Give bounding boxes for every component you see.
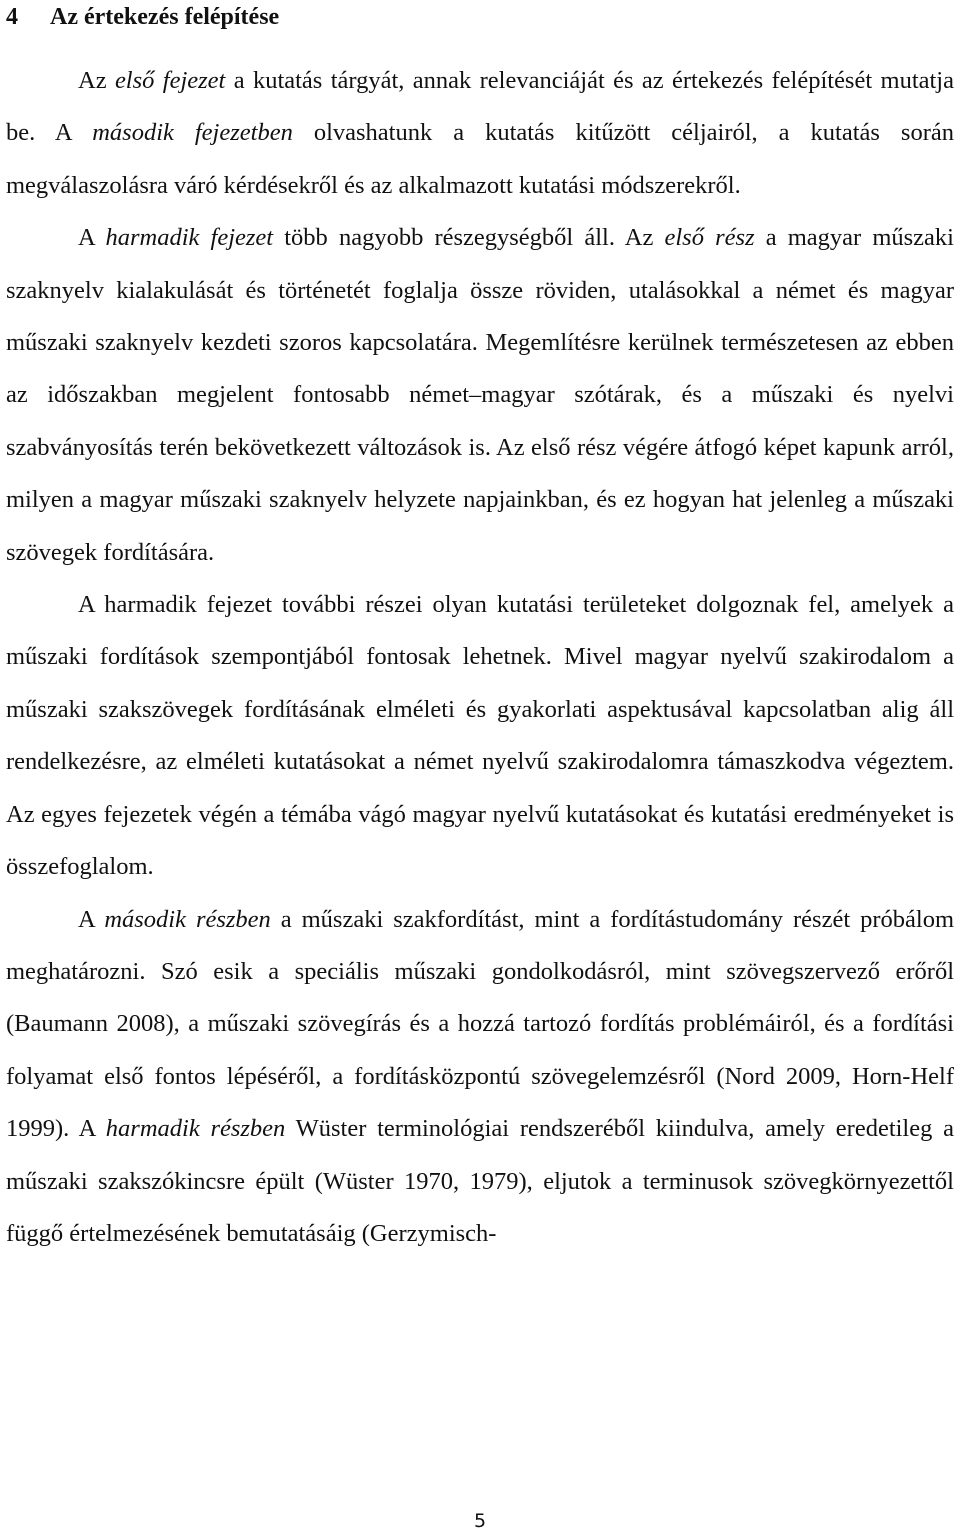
emphasized-text: második részben	[104, 905, 271, 933]
text-run: A	[78, 905, 105, 933]
text-run: Az	[78, 67, 115, 94]
emphasized-text: első fejezet	[114, 67, 226, 94]
text-run: Wüster terminológiai rendszeréből kiindulva, amely eredetileg a műszaki szakszókincsre épült (Wüster 1970, 1979), eljutok a terminusok szövegkörnyezettől függő értelmezésének bemutatásáig (Gerzymisch-	[6, 1115, 954, 1247]
text-run: több nagyobb részegységből áll. Az	[273, 224, 665, 252]
section-title: Az értekezés felépítése	[50, 4, 280, 30]
text-run: olvashatunk a kutatás kitűzött céljairól, a kutatás során megválaszolásra váró kérdésekről és az alkalmazott kutatási módszerekről.	[6, 119, 954, 199]
text-run: a magyar műszaki szaknyelv kialakulását és történetét foglalja össze röviden, utalásokkal a német és magyar műszaki szaknyelv kezdeti szoros kapcsolatára. Megemlítésre kerülnek természetesen az ebben az időszakban megjelent fontosabb német–magyar szótárak, és a műszaki és nyelvi szabványosítás terén bekövetkezett változások is. Az első rész végére átfogó képet kapunk arról, milyen a magyar műszaki szaknyelv helyzete napjainkban, és ez hogyan hat jelenleg a műszaki szövegek fordítására.	[6, 224, 954, 566]
paragraph-4	[6, 894, 954, 1261]
emphasized-text: harmadik részben	[105, 1115, 286, 1143]
paragraph-2	[6, 212, 954, 579]
text-run: a kutatás tárgyát, annak relevanciáját és az értekezés felépítését mutatja be. A	[6, 67, 954, 147]
text-run: A harmadik fejezet további részei olyan kutatási területeket dolgoznak fel, amelyek a műszaki fordítások szempontjából fontosak lehetnek. Mivel magyar nyelvű szakirodalom a műszaki szakszövegek fordításának elméleti és gyakorlati aspektusával kapcsolatban alig áll rendelkezésre, az elméleti kutatásokat a német nyelvű szakirodalomra támaszkodva végeztem. Az egyes fejezetek végén a témába vágó magyar nyelvű kutatásokat és kutatási eredményeket is összefoglalom.	[6, 591, 954, 881]
document-page	[6, 0, 954, 1260]
emphasized-text: második fejezetben	[92, 119, 293, 147]
emphasized-text: első rész	[664, 224, 755, 252]
emphasized-text: harmadik fejezet	[105, 224, 274, 252]
text-run: A	[78, 224, 106, 252]
section-heading	[6, 0, 954, 32]
paragraph-3	[6, 579, 954, 893]
paragraph-1	[6, 55, 954, 212]
page-number: 5	[473, 1510, 487, 1532]
text-run: a műszaki szakfordítást, mint a fordítástudomány részét próbálom meghatározni. Szó esik a speciális műszaki gondolkodásról, mint szövegszervező erőről (Baumann 2008), a műszaki szövegírás és a hozzá tartozó fordítás problémáiról, és a fordítási folyamat első fontos lépéséről, a fordításközpontú szövegelemzésről (Nord 2009, Horn-Helf 1999). A	[6, 905, 955, 1143]
section-number: 4	[6, 4, 18, 30]
